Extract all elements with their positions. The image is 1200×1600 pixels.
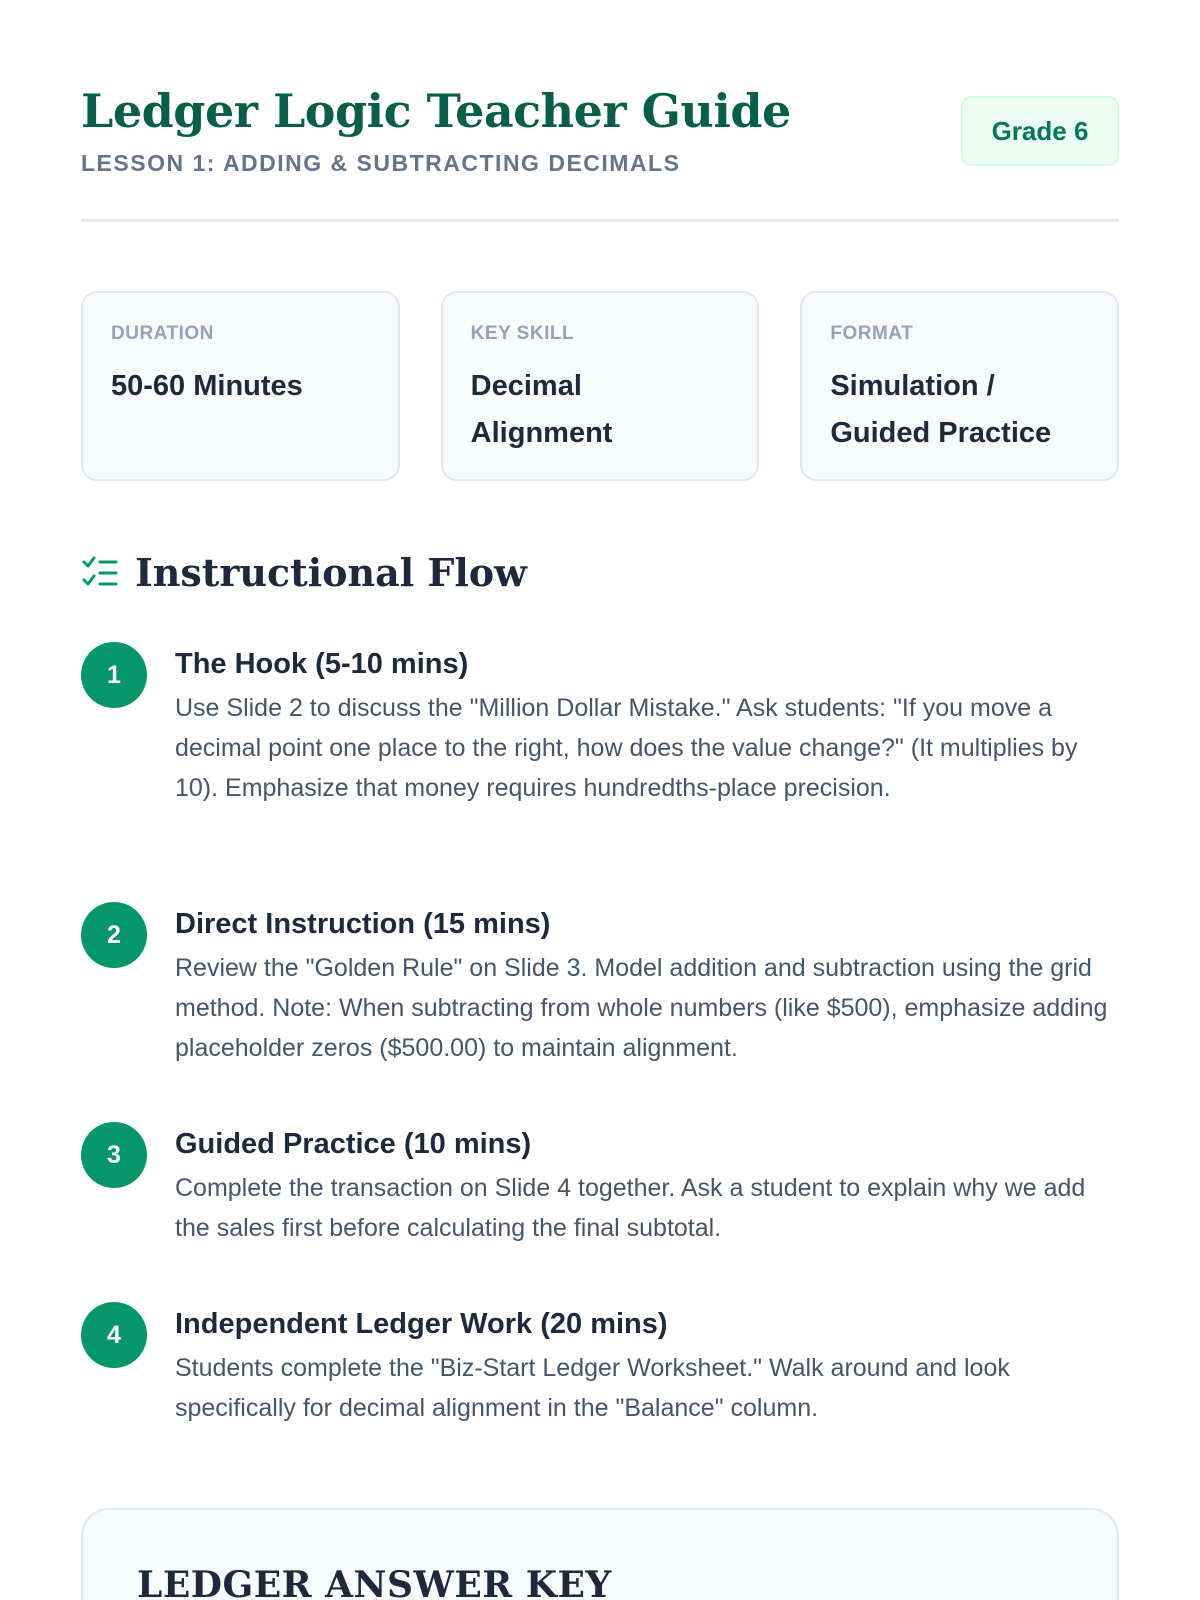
info-card-format [800,291,1119,481]
info-card-value: 50-60 Minutes [111,370,303,402]
guide-header [81,80,1119,222]
info-card-label: FORMAT [830,323,914,344]
step-title: The Hook (5-10 mins) [175,648,469,680]
step-title: Direct Instruction (15 mins) [175,908,551,940]
info-card-duration [81,291,400,481]
flow-step [81,902,1119,1068]
flow-step [81,1122,1119,1248]
page-title: Ledger Logic Teacher Guide [81,84,791,138]
lesson-info-cards [81,291,1119,481]
answer-key-panel [81,1508,1119,1600]
section-title: Instructional Flow [135,550,527,595]
step-body [175,1302,1119,1428]
info-card-label: KEY SKILL [470,323,575,344]
instructional-flow-heading [81,550,527,595]
lesson-subtitle: LESSON 1: ADDING & SUBTRACTING DECIMALS [81,150,681,176]
step-number-badge: 2 [81,902,147,968]
step-body [175,642,1119,808]
step-body [175,902,1119,1068]
step-body [175,1122,1119,1248]
info-card-value: Decimal Alignment [470,370,613,449]
info-card-value: Simulation / Guided Practice [830,370,1052,449]
info-card-key-skill [441,291,760,481]
step-description: Complete the transaction on Slide 4 together. Ask a student to explain why we add the sales first before calculating the final subtotal. [175,1174,1086,1242]
step-description: Students complete the "Biz-Start Ledger Worksheet." Walk around and look specifically for decimal alignment in the "Balance" column. [175,1354,1010,1422]
step-title: Independent Ledger Work (20 mins) [175,1308,668,1340]
answer-key-title: LEDGER ANSWER KEY [137,1564,612,1600]
step-description: Use Slide 2 to discuss the "Million Dollar Mistake." Ask students: "If you move a decimal point one place to the right, how does the value change?" (It multiplies by 10). Emphasize that money requires hundredths-place precision. [175,694,1078,802]
flow-step [81,1302,1119,1428]
step-description: Review the "Golden Rule" on Slide 3. Model addition and subtraction using the grid method. Note: When subtracting from whole numbers (like $500), emphasize adding placeholder zeros ($500.00) to maintain alignment. [175,954,1108,1062]
step-number-badge: 3 [81,1122,147,1188]
grade-badge: Grade 6 [961,96,1119,166]
step-number-badge: 4 [81,1302,147,1368]
checklist-icon [81,554,119,592]
step-number-badge: 1 [81,642,147,708]
flow-step [81,642,1119,808]
info-card-label: DURATION [111,323,214,344]
step-title: Guided Practice (10 mins) [175,1128,532,1160]
